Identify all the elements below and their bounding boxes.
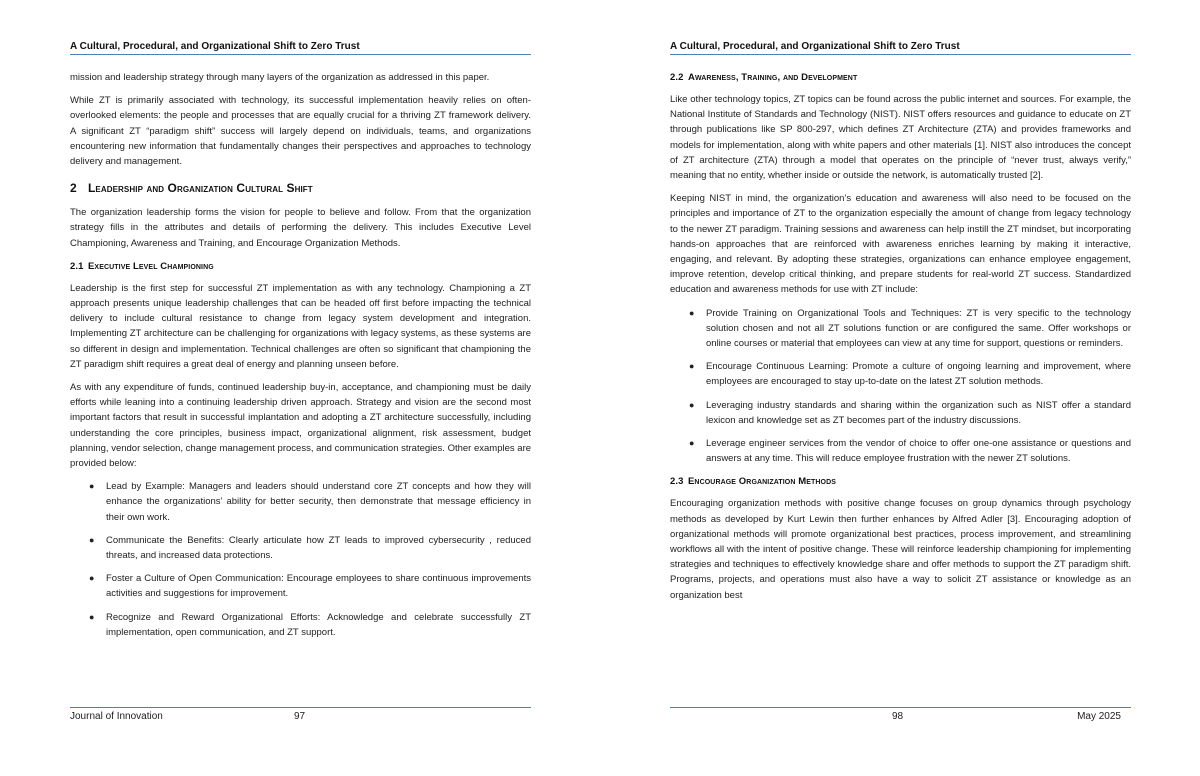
page-footer (670, 707, 1131, 725)
bullet-icon: ● (689, 399, 695, 410)
list-item (70, 571, 531, 601)
right-page (670, 0, 1131, 776)
subsection-heading (670, 476, 1131, 488)
subsection-title: Encourage Organization Methods (688, 476, 837, 488)
paragraph: As with any expenditure of funds, continued leadership buy-in, acceptance, and championing must be daily efforts while leaning into a continuing leadership driven approach. Strategy and vision are the second most important factors that result in successful implantation and adopting a ZT architecture successfully, including understanding the core principles, business impact, organizational alignment, risk assessment, budget planning, vendor selection, change management process, and communication strategies. Other examples are provided below: (70, 382, 532, 470)
left-page-body (70, 70, 531, 648)
paragraph: Encouraging organization methods with positive change focuses on group dynamics through psychology methods as developed by Kurt Lewin then further enhances by Alfred Adler [3]. Encouraging adoption of organizational methods will promote organizational best practices, process improvement, and streamlining workflows all with the intent of positive change. These will reinforce leadership championing for implementing strategies and techniques to effectively knowledge share and offer methods to support the ZT paradigm shift. Programs, projects, and operations must also have a way to solicit ZT assistance or knowledge as an organization best (670, 498, 1131, 601)
bullet-list (70, 479, 531, 640)
subsection-number: 2.3 (670, 476, 684, 488)
page-footer (70, 707, 531, 725)
paragraph: mission and leadership strategy through many layers of the organization as addressed in this paper. (70, 72, 490, 83)
paragraph: Keeping NIST in mind, the organization’s education and awareness will also need to be focused on the principles and importance of ZT to the organization especially the amount of change from legacy technology to the newer ZT paradigm. Training sessions and awareness can help instill the ZT mindset, but incorporating hands-on approaches that are reinforced with awareness enriches learning by making it interactive, engaging, and relevant. By adopting these strategies, organizations can enhance employee engagement, improve retention, develop critical thinking, and prepare students for real-world ZT success. Standardized education and awareness methods for use with ZT include: (670, 193, 1131, 296)
bullet-icon: ● (689, 307, 695, 318)
left-page (70, 0, 531, 776)
list-item-text: Recognize and Reward Organizational Efforts: Acknowledge and celebrate successfully ZT implementation, open communication, and ZT support. (106, 611, 531, 638)
list-item (670, 398, 1131, 428)
page-number: 98 (892, 711, 904, 722)
list-item (70, 610, 531, 640)
subsection-number: 2.2 (670, 72, 684, 83)
section-number: 2 (70, 181, 77, 196)
paragraph: Leadership is the first step for successful ZT implementation as with any technology. Championing a ZT approach presents unique leadership challenges that can be headed off first before impacting the technical delivery to include cultural resistance to change from legacy system development and integration. Implementing ZT architecture can be challenging for organizations with legacy systems, as these systems are so different in design and implementation. Technical challenges are often so significant that championing the ZT paradigm shift requires a great deal of energy and planning unseen before. (70, 282, 531, 370)
running-head: A Cultural, Procedural, and Organizational Shift to Zero Trust (670, 41, 1131, 55)
list-item-text: Communicate the Benefits: Clearly articulate how ZT leads to improved cybersecurity , reduced threats, and increased data protections. (106, 534, 531, 562)
list-item-text: Leveraging industry standards and sharing within the organization such as NIST offer a standard lexicon and knowledge set as ZT becomes part of the industry discussions. (706, 399, 1131, 426)
paragraph: While ZT is primarily associated with technology, its successful implementation heavily relies on often-overlooked elements: the people and processes that are equally crucial for a thriving ZT framework delivery. A significant ZT “paradigm shift” success will largely depend on individuals, teams, and organizations encountering new information that fundamentally changes their perspectives and approaches to technology delivery and management. (70, 95, 531, 168)
bullet-icon: ● (689, 361, 695, 372)
list-item-text: Provide Training on Organizational Tools and Techniques: ZT is very specific to the technology solution chosen and not all ZT solutions function or are configured the same. Offer workshops or online courses or material that employees can view at any time for support, questions or reminders. (706, 307, 1131, 350)
section-heading (70, 181, 531, 195)
bullet-list (670, 306, 1131, 467)
journal-name: Journal of Innovation (70, 711, 163, 722)
issue-date: May 2025 (1077, 711, 1121, 722)
section-title: Leadership and Organization Cultural Shift (88, 181, 313, 196)
list-item-text: Leverage engineer services from the vendor of choice to offer one-one assistance or questions and answers at any time. This will reduce employee frustration with the newer ZT solutions. (706, 438, 1131, 465)
list-item (670, 359, 1131, 389)
right-page-body (670, 72, 1131, 611)
list-item-text: Foster a Culture of Open Communication: Encourage employees to share continuous improvements activities and suggestions for improvement. (106, 573, 531, 600)
bullet-icon: ● (89, 534, 95, 545)
paragraph: The organization leadership forms the vision for people to believe and follow. From that the organization strategy fills in the attributes and details of performing the delivery. This includes Executive Level Championing, Awareness and Training, and Encourage Organization Methods. (70, 207, 531, 249)
paragraph: Like other technology topics, ZT topics can be found across the public internet and sources. For example, the National Institute of Standards and Technology (NIST). NIST offers resources and guidance to educate on ZT through publications like SP 800-297, which defines ZT Architecture (ZTA) and provides frameworks and models for implementation, along with white papers and other materials [1]. NIST also introduces the concept of ZT architecture (ZTA) through a model that operates on the principle of “never trust, always verify,” meaning that no entity, whether inside or outside the network, is automatically trusted [2]. (670, 94, 1131, 182)
running-head: A Cultural, Procedural, and Organizational Shift to Zero Trust (70, 41, 531, 55)
list-item (670, 306, 1131, 352)
list-item (670, 436, 1131, 466)
subsection-heading (670, 72, 1131, 84)
subsection-title: Awareness, Training, and Development (688, 72, 858, 83)
subsection-title: Executive Level Championing (88, 260, 214, 272)
list-item-text: Encourage Continuous Learning: Promote a culture of ongoing learning and improvement, where employees are encouraged to stay up-to-date on the latest ZT solution methods. (706, 361, 1131, 388)
list-item (70, 479, 531, 525)
list-item (70, 533, 531, 563)
bullet-icon: ● (689, 438, 695, 449)
list-item-text: Lead by Example: Managers and leaders should understand core ZT concepts and how they will enhance the organizations’ ability for better security, then demonstrate that message efficiency in their own work. (106, 481, 531, 523)
bullet-icon: ● (89, 573, 95, 584)
subsection-number: 2.1 (70, 260, 84, 272)
bullet-icon: ● (89, 611, 95, 622)
page-number: 97 (294, 711, 306, 722)
bullet-icon: ● (89, 481, 95, 492)
subsection-heading (70, 261, 531, 273)
